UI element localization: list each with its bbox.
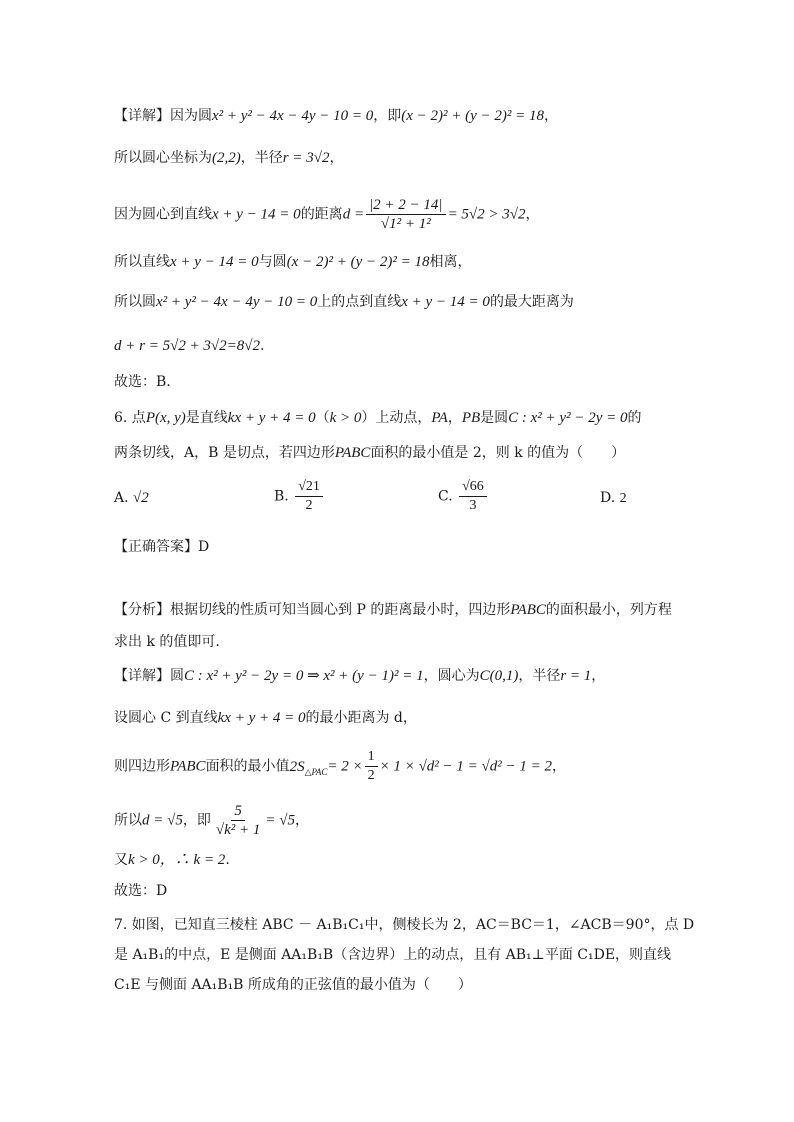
equation-part: × 1 × √d² − 1 = √d² − 1 = 2 [379,758,553,775]
fraction-numerator: 1 [365,748,378,767]
solution-line-7: 故选：B. [114,374,171,390]
text: ， [544,108,559,124]
text: 是直线 [185,410,228,426]
option-c [438,478,489,515]
line-equation: x + y − 14 = 0 [212,206,301,223]
option-label: A. [114,490,129,506]
text: 的 [627,410,642,426]
line-equation: kx + y + 4 = 0 [217,710,306,726]
fraction-numerator: √66 [459,478,487,497]
text: 设圆心 C 到直线 [114,710,218,726]
circle-equation: (x − 2)² + (y − 2)² = 18 [286,254,430,270]
radius-value: r = 1 [560,668,592,684]
text: 相离， [429,254,472,270]
detail-line-4 [114,802,309,839]
option-d [600,490,627,507]
fraction-denominator: 3 [469,498,477,513]
fraction-denominator: 2 [305,498,313,513]
question-number: 6. 点 [114,410,146,426]
circle-standard-equation: (x − 2)² + (y − 2)² = 18 [401,108,545,124]
line-equation: x + y − 14 = 0 [170,254,259,270]
analysis-line-2: 求出 k 的值即可. [114,634,220,650]
text: （ [315,410,330,426]
detail-line-6: 故选：D [114,883,168,899]
text: 【详解】圆 [114,668,184,684]
text: 的距离 [300,206,343,223]
fraction-numerator: 5 [231,802,245,821]
text: . [260,338,265,354]
tangent-pb: PB [461,410,481,426]
q7-line-3: C₁E 与侧面 AA₁B₁B 所成角的正弦值的最小值为（ ） [114,977,472,993]
quadrilateral-pabc: PABC [510,602,546,618]
line-equation: kx + y + 4 = 0 [227,410,316,426]
fraction-numerator: |2 + 2 − 14| [366,196,446,215]
radius-value: r = 3√2 [282,150,330,166]
text: ，即 [182,812,211,829]
option-value: 2 [619,491,627,506]
correct-answer: 【正确答案】D [114,539,210,555]
quadrilateral-pabc: PABC [334,445,371,461]
option-a [114,490,149,507]
equation-part: = 2 × [327,758,363,775]
text: ，半径 [240,150,283,166]
option-fraction [295,478,323,515]
option-label: D. [600,490,616,506]
solution-line-5 [114,292,574,312]
text: 是圆 [480,410,509,426]
text: ）上动点， [361,410,432,426]
d-value: d = √5 [142,812,183,829]
detail-line-5 [114,850,230,870]
distance-fraction [366,196,446,233]
option-label: C. [438,488,453,505]
quadrilateral-pabc: PABC [170,758,206,775]
distance-result: = 5√2 > 3√2 [447,206,526,223]
text: 面积的最小值 [205,758,290,775]
detail-line-2 [114,708,417,728]
text: 所以直线 [114,254,170,270]
text: 【分析】根据切线的性质可知当圆心到 P 的距离最小时，四边形 [114,602,511,618]
detail-line-3 [114,748,566,785]
text: 所以圆 [114,294,156,310]
text: 又 [114,852,128,868]
fraction-denominator: 2 [367,768,375,783]
text: 所以 [114,812,142,829]
point-p: P(x, y) [145,410,186,426]
distance-fraction [213,802,264,839]
circle-transform: C : x² + y² − 2y = 0 ⇒ x² + (y − 1)² = 1 [184,668,424,684]
fraction-numerator: √21 [295,478,323,497]
text: 因为圆心到直线 [114,206,212,223]
text: 两条切线，A，B 是切点，若四边形 [114,445,335,461]
text: 所以圆心坐标为 [114,150,212,166]
analysis-line-1 [114,600,672,620]
center-coords: (2,2) [212,150,241,166]
text: ， [329,150,344,166]
text: ，半径 [518,668,561,684]
text: 上的点到直线 [317,294,402,310]
line-equation: x + y − 14 = 0 [401,294,490,310]
text: 的最小距离为 d， [305,710,417,726]
solution-line-6 [114,336,264,356]
text: 的最大距离为 [489,294,574,310]
k-result: k > 0，∴ k = 2 [128,852,226,868]
circle-equation: x² + y² − 4x − 4y − 10 = 0 [212,108,374,124]
area-symbol: 2S [289,758,305,775]
q7-line-2: 是 A₁B₁的中点，E 是侧面 AA₁B₁B（含边界）上的动点，且有 AB₁⊥平面 C₁DE，则直线 [114,947,672,963]
text: ， [294,812,309,829]
solution-line-4 [114,252,471,272]
fraction-denominator: √k² + 1 [215,822,261,838]
solution-line-3 [114,196,540,233]
distance-symbol: d = [342,206,365,223]
equation-part: = √5 [265,812,295,829]
text: ， [591,668,606,684]
text: 的面积最小，列方程 [545,602,672,618]
area-subscript: △PAC [304,766,328,777]
fraction-denominator: √1² + 1² [380,216,431,232]
q7-line-1: 7. 如图，已知直三棱柱 ABC － A₁B₁C₁中，侧棱长为 2，AC＝BC＝1，∠ACB＝90°，点 D [114,917,695,933]
detail-line-1 [114,666,605,686]
text: ，圆心为 [423,668,480,684]
max-distance-equation: d + r = 5√2 + 3√2=8√2 [114,338,261,354]
option-b [274,478,325,515]
text: ， [552,758,567,775]
solution-line-1 [114,106,558,126]
text: 【详解】因为圆 [114,108,212,124]
option-fraction [459,478,487,515]
text: ， [525,206,540,223]
text: 与圆 [258,254,287,270]
circle-equation: x² + y² − 4x − 4y − 10 = 0 [156,294,318,310]
q6-stem-line-2 [114,443,625,463]
tangent-pa: PA [431,410,448,426]
text: ， [447,410,462,426]
text: ，即 [373,108,402,124]
k-condition: k > 0 [329,410,362,426]
circle-equation: C : x² + y² − 2y = 0 [508,410,628,426]
center-coords: C(0,1) [479,668,519,684]
q6-stem-line-1 [114,408,641,428]
option-value: √2 [133,490,149,506]
text: . [225,852,230,868]
text: 面积的最小值是 2，则 k 的值为（ ） [370,445,626,461]
text: 则四边形 [114,758,170,775]
half-fraction [365,748,378,785]
option-label: B. [274,488,289,505]
solution-line-2 [114,148,343,168]
